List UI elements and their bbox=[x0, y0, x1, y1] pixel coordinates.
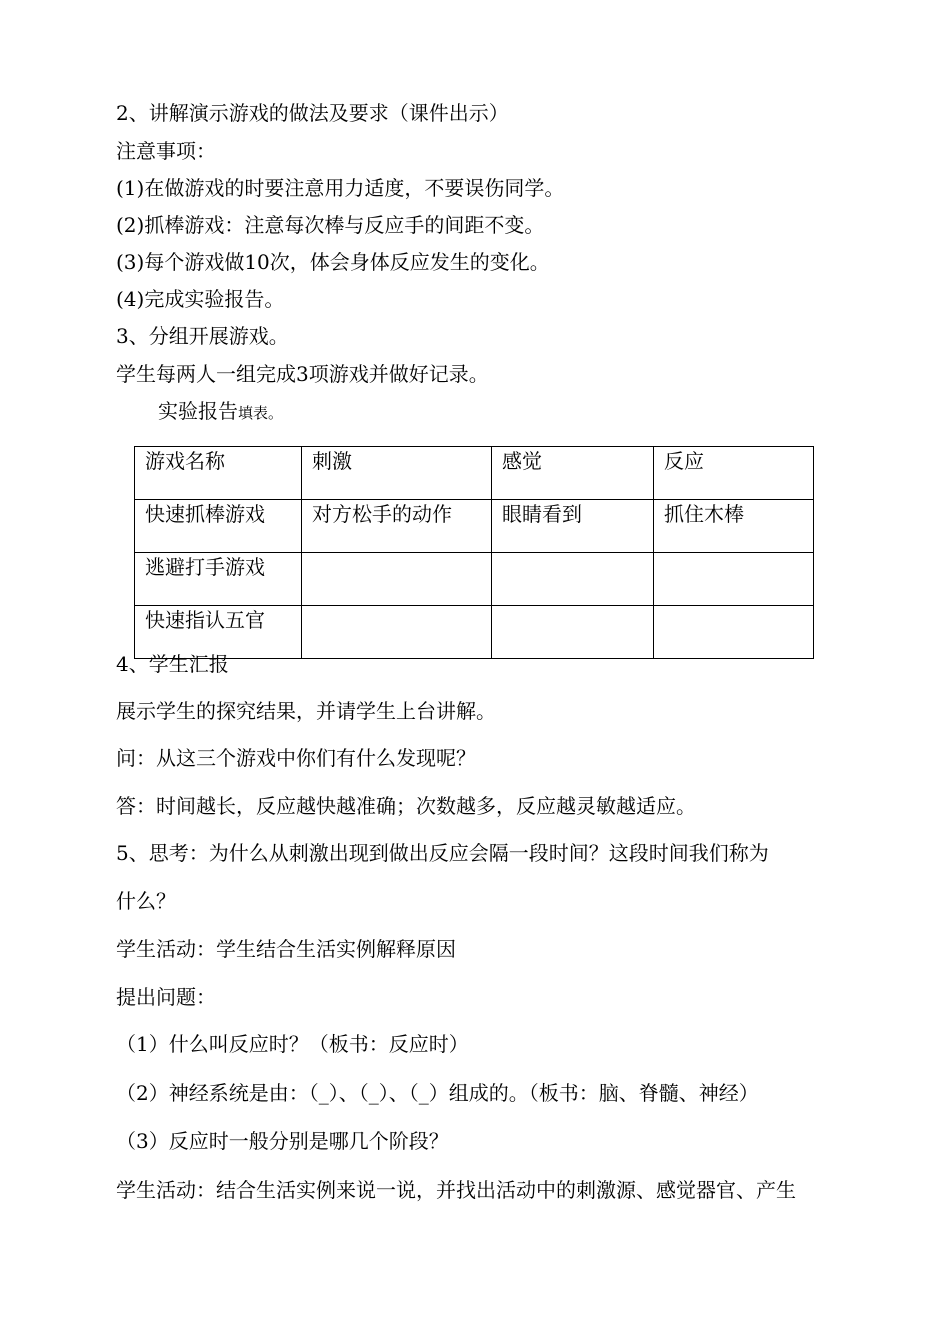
report-label bbox=[158, 399, 283, 425]
paragraph: 问：从这三个游戏中你们有什么发现呢？ bbox=[116, 746, 476, 770]
paragraph: 学生活动：学生结合生活实例解释原因 bbox=[116, 937, 456, 961]
paragraph: (1)在做游戏的时要注意用力适度，不要误伤同学。 bbox=[116, 176, 565, 200]
table-cell: 逃避打手游戏 bbox=[135, 553, 302, 606]
paragraph: 注意事项： bbox=[116, 139, 216, 163]
table-header-row bbox=[135, 447, 814, 500]
paragraph: 什么？ bbox=[116, 889, 176, 913]
paragraph: 2、讲解演示游戏的做法及要求（课件出示） bbox=[116, 101, 509, 125]
table-cell bbox=[654, 553, 814, 606]
table-cell: 快速抓棒游戏 bbox=[135, 500, 302, 553]
paragraph: (4)完成实验报告。 bbox=[116, 287, 285, 311]
table-cell: 抓住木棒 bbox=[654, 500, 814, 553]
paragraph: 展示学生的探究结果，并请学生上台讲解。 bbox=[116, 699, 496, 723]
table-cell bbox=[492, 606, 654, 659]
table-row bbox=[135, 606, 814, 659]
table-cell: 反应 bbox=[654, 447, 814, 500]
paragraph: (2)抓棒游戏：注意每次棒与反应手的间距不变。 bbox=[116, 213, 545, 237]
table-cell: 游戏名称 bbox=[135, 447, 302, 500]
table-cell bbox=[654, 606, 814, 659]
report-table bbox=[134, 446, 814, 659]
paragraph: 4、学生汇报 bbox=[116, 652, 229, 676]
paragraph: 3、分组开展游戏。 bbox=[116, 324, 289, 348]
paragraph: 答：时间越长，反应越快越准确；次数越多，反应越灵敏越适应。 bbox=[116, 794, 696, 818]
table-row bbox=[135, 500, 814, 553]
table-cell: 快速指认五官 bbox=[135, 606, 302, 659]
paragraph: 5、思考：为什么从刺激出现到做出反应会隔一段时间？这段时间我们称为 bbox=[116, 841, 769, 865]
paragraph: (3)每个游戏做10次，体会身体反应发生的变化。 bbox=[116, 250, 550, 274]
paragraph: （1）什么叫反应时？（板书：反应时） bbox=[116, 1032, 469, 1056]
paragraph: （2）神经系统是由：（_）、（_）、（_）组成的。（板书：脑、脊髓、神经） bbox=[116, 1081, 759, 1105]
paragraph: （3）反应时一般分别是哪几个阶段？ bbox=[116, 1129, 449, 1153]
table-cell bbox=[302, 553, 492, 606]
paragraph: 学生活动：结合生活实例来说一说，并找出活动中的刺激源、感觉器官、产生 bbox=[116, 1178, 796, 1202]
table-cell bbox=[302, 606, 492, 659]
table-cell bbox=[492, 553, 654, 606]
table-cell: 刺激 bbox=[302, 447, 492, 500]
table-cell: 眼睛看到 bbox=[492, 500, 654, 553]
table-cell: 感觉 bbox=[492, 447, 654, 500]
table-row bbox=[135, 553, 814, 606]
table-cell: 对方松手的动作 bbox=[302, 500, 492, 553]
report-label-text: 实验报告 bbox=[158, 399, 238, 423]
paragraph: 学生每两人一组完成3项游戏并做好记录。 bbox=[116, 362, 489, 386]
paragraph: 提出问题： bbox=[116, 985, 216, 1009]
report-label-small: 填表。 bbox=[238, 404, 284, 422]
